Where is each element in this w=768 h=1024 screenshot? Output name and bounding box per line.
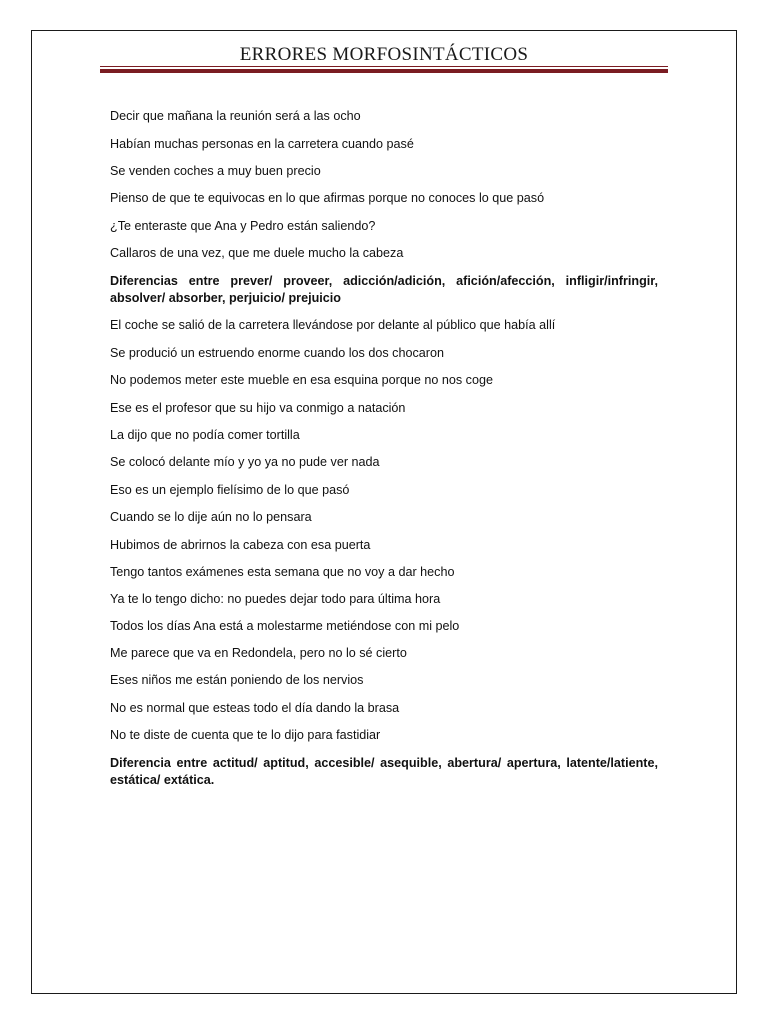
sentence-line: Se colocó delante mío y yo ya no pude ver nada [110, 455, 380, 469]
sentence-line: La dijo que no podía comer tortilla [110, 428, 300, 442]
sentence-line: Cuando se lo dije aún no lo pensara [110, 510, 312, 524]
sentence-line: Tengo tantos exámenes esta semana que no voy a dar hecho [110, 565, 455, 579]
sentence-line: Eso es un ejemplo fielísimo de lo que pasó [110, 483, 350, 497]
sentence-line: No es normal que esteas todo el día dando la brasa [110, 701, 400, 715]
sentence-line: Hubimos de abrirnos la cabeza con esa puerta [110, 538, 371, 552]
sentence-line: El coche se salió de la carretera llevándose por delante al público que había allí [110, 318, 556, 332]
sentence-line: ¿Te enteraste que Ana y Pedro están saliendo? [110, 219, 376, 233]
document-title: ERRORES MORFOSINTÁCTICOS [239, 44, 529, 65]
title-underline-divider [100, 66, 668, 73]
section-heading: Diferencia entre actitud/ aptitud, accesible/ asequible, abertura/ apertura, latente/latiente, estática/ extática. [110, 756, 658, 787]
sentence-line: No te diste de cuenta que te lo dijo para fastidiar [110, 728, 381, 742]
sentence-line: Me parece que va en Redondela, pero no lo sé cierto [110, 646, 407, 660]
sentence-line: Se venden coches a muy buen precio [110, 164, 321, 178]
sentence-line: Ese es el profesor que su hijo va conmigo a natación [110, 401, 406, 415]
sentence-line: Callaros de una vez, que me duele mucho la cabeza [110, 246, 404, 260]
sentence-line: Se produció un estruendo enorme cuando los dos chocaron [110, 346, 444, 360]
sentence-line: Ya te lo tengo dicho: no puedes dejar todo para última hora [110, 592, 441, 606]
sentence-line: Pienso de que te equivocas en lo que afirmas porque no conoces lo que pasó [110, 191, 545, 205]
title-rule-thick [100, 69, 668, 73]
section-heading: Diferencias entre prever/ proveer, adicción/adición, afición/afección, infligir/infringir, absolver/ absorber, perjuicio/ prejuicio [110, 274, 658, 305]
sentence-line: Eses niños me están poniendo de los nervios [110, 673, 364, 687]
sentence-line: Todos los días Ana está a molestarme metiéndose con mi pelo [110, 619, 460, 633]
title-rule-thin [100, 66, 668, 67]
sentence-line: Habían muchas personas en la carretera cuando pasé [110, 137, 414, 151]
sentence-line: No podemos meter este mueble en esa esquina porque no nos coge [110, 373, 493, 387]
sentence-line: Decir que mañana la reunión será a las ocho [110, 109, 361, 123]
